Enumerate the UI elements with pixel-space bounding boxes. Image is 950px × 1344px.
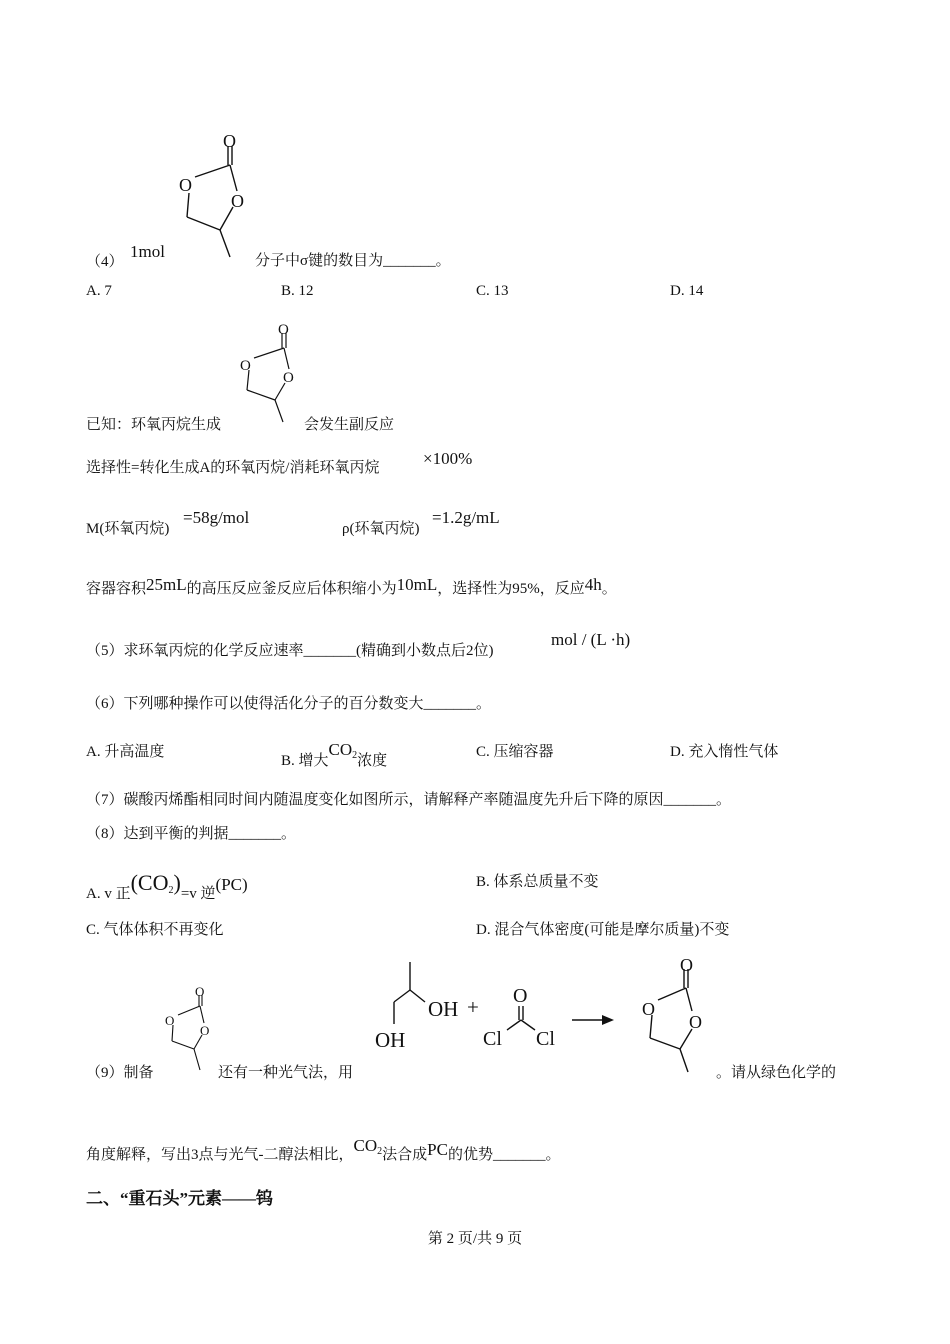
q4-option-b: B. 12 — [281, 283, 314, 299]
q4-text: 分子中σ键的数目为_______。 — [255, 253, 451, 269]
atom-o: O — [283, 370, 294, 386]
density-value: =1.2g/mL — [432, 508, 500, 527]
reactor-text-2: 的高压反应釜反应后体积缩小为 — [186, 581, 397, 597]
co2-subscript: 2 — [168, 885, 174, 896]
q9-mid: 还有一种光气法，用 — [218, 1065, 354, 1081]
co2-formula — [329, 740, 358, 759]
q9-suffix: 。请从绿色化学的 — [716, 1065, 837, 1081]
propylene-carbonate-product — [650, 969, 692, 1072]
propanediol-structure — [394, 962, 425, 1024]
hydroxyl-oh: OH — [375, 1028, 406, 1052]
q8-option-a-pre: A. v 正 — [86, 886, 131, 902]
atom-o: O — [200, 1023, 210, 1038]
atom-o: O — [223, 131, 236, 151]
molar-mass-label: M(环氧丙烷) — [86, 521, 170, 537]
pc-text: PC — [427, 1140, 448, 1159]
q5-unit: mol / (L ·h) — [551, 630, 631, 649]
q4-option-a: A. 7 — [86, 283, 112, 299]
phosgene-reaction-scheme — [370, 952, 720, 1077]
atom-o: O — [278, 322, 289, 338]
hydroxyl-oh: OH — [428, 997, 459, 1021]
q6-option-d: D. 充入惰性气体 — [670, 744, 779, 760]
propylene-carbonate-structure-2 — [232, 318, 302, 428]
atom-cl: Cl — [483, 1028, 502, 1050]
reactor-text-1: 容器容积 — [86, 581, 147, 597]
atom-o: O — [195, 984, 205, 999]
co2-subscript: 2 — [377, 1146, 383, 1157]
atom-o: O — [179, 175, 192, 195]
atom-o: O — [642, 999, 655, 1019]
q4-option-c: C. 13 — [476, 283, 509, 299]
q6-option-b-pre: B. 增大 — [281, 753, 329, 769]
reactor-text-3: ，选择性为95%，反应 — [437, 581, 585, 597]
q4-option-d: D. 14 — [670, 283, 704, 299]
q8-text: （8）达到平衡的判据_______。 — [86, 826, 297, 842]
reactor-volume-1: 25mL — [146, 575, 187, 594]
atom-o: O — [165, 1013, 175, 1028]
q9-line2-c: 的优势_______。 — [447, 1147, 561, 1163]
q8-option-c: C. 气体体积不再变化 — [86, 922, 224, 938]
atom-o: O — [231, 191, 244, 211]
phosgene-structure — [507, 1006, 535, 1030]
co-text: CO — [353, 1136, 378, 1155]
reactor-text-4: 。 — [601, 581, 617, 597]
close-paren: ) — [173, 870, 181, 895]
q9-line2 — [86, 1136, 560, 1164]
plus-sign: + — [467, 995, 479, 1019]
co-text: CO — [328, 740, 353, 759]
selectivity-math: ×100% — [423, 449, 473, 468]
atom-o: O — [680, 955, 693, 975]
reactor-line — [86, 575, 617, 598]
atom-cl: Cl — [536, 1028, 555, 1050]
atom-o: O — [689, 1012, 702, 1032]
q6-option-c: C. 压缩容器 — [476, 744, 554, 760]
section-title: 二、“重石头”元素——钨 — [86, 1189, 273, 1208]
co2-subscript: 2 — [352, 750, 358, 761]
atom-o: O — [240, 358, 251, 374]
propylene-carbonate-structure-1 — [165, 125, 250, 265]
co-paren: (CO — [130, 870, 169, 895]
known-line1-b: 会发生副反应 — [304, 417, 395, 433]
reactor-time: 4h — [584, 575, 602, 594]
q5-text: （5）求环氧丙烷的化学反应速率_______(精确到小数点后2位) — [86, 643, 494, 659]
co2-formula — [354, 1136, 383, 1155]
q8-option-d: D. 混合气体密度(可能是摩尔质量)不变 — [476, 922, 730, 938]
page-footer: 第 2 页/共 9 页 — [427, 1231, 523, 1247]
q9-line2-b: 法合成 — [382, 1147, 428, 1163]
reactor-volume-2: 10mL — [396, 575, 438, 594]
q6-text: （6）下列哪种操作可以使得活化分子的百分数变大_______。 — [86, 696, 492, 712]
q7-text: （7）碳酸丙烯酯相同时间内随温度变化如图所示，请解释产率随温度先升后下降的原因_______。 — [86, 792, 732, 808]
q4-amount: 1mol — [130, 242, 165, 261]
q8-option-a-mid: =v 逆 — [180, 886, 216, 902]
selectivity-text: 选择性=转化生成A的环氧丙烷/消耗环氧丙烷 — [86, 460, 380, 476]
q6-option-a: A. 升高温度 — [86, 744, 165, 760]
known-line1-a: 已知：环氧丙烷生成 — [86, 417, 222, 433]
co2-group — [130, 870, 181, 896]
q8-option-b: B. 体系总质量不变 — [476, 874, 599, 890]
q9-prefix: （9）制备 — [86, 1065, 154, 1081]
pc-group: (PC) — [215, 875, 248, 894]
q8-option-a — [86, 870, 248, 903]
reaction-arrow — [572, 1015, 614, 1025]
density-label: ρ(环氧丙烷) — [342, 521, 420, 537]
q4-prefix: （4） — [86, 254, 124, 270]
molar-mass-value: =58g/mol — [183, 508, 250, 527]
q6-option-b-post: 浓度 — [357, 753, 388, 769]
atom-o: O — [513, 985, 528, 1007]
q9-line2-a: 角度解释，写出3点与光气-二醇法相比， — [86, 1147, 354, 1163]
propylene-carbonate-structure-3 — [160, 982, 210, 1074]
q6-option-b — [281, 740, 387, 770]
